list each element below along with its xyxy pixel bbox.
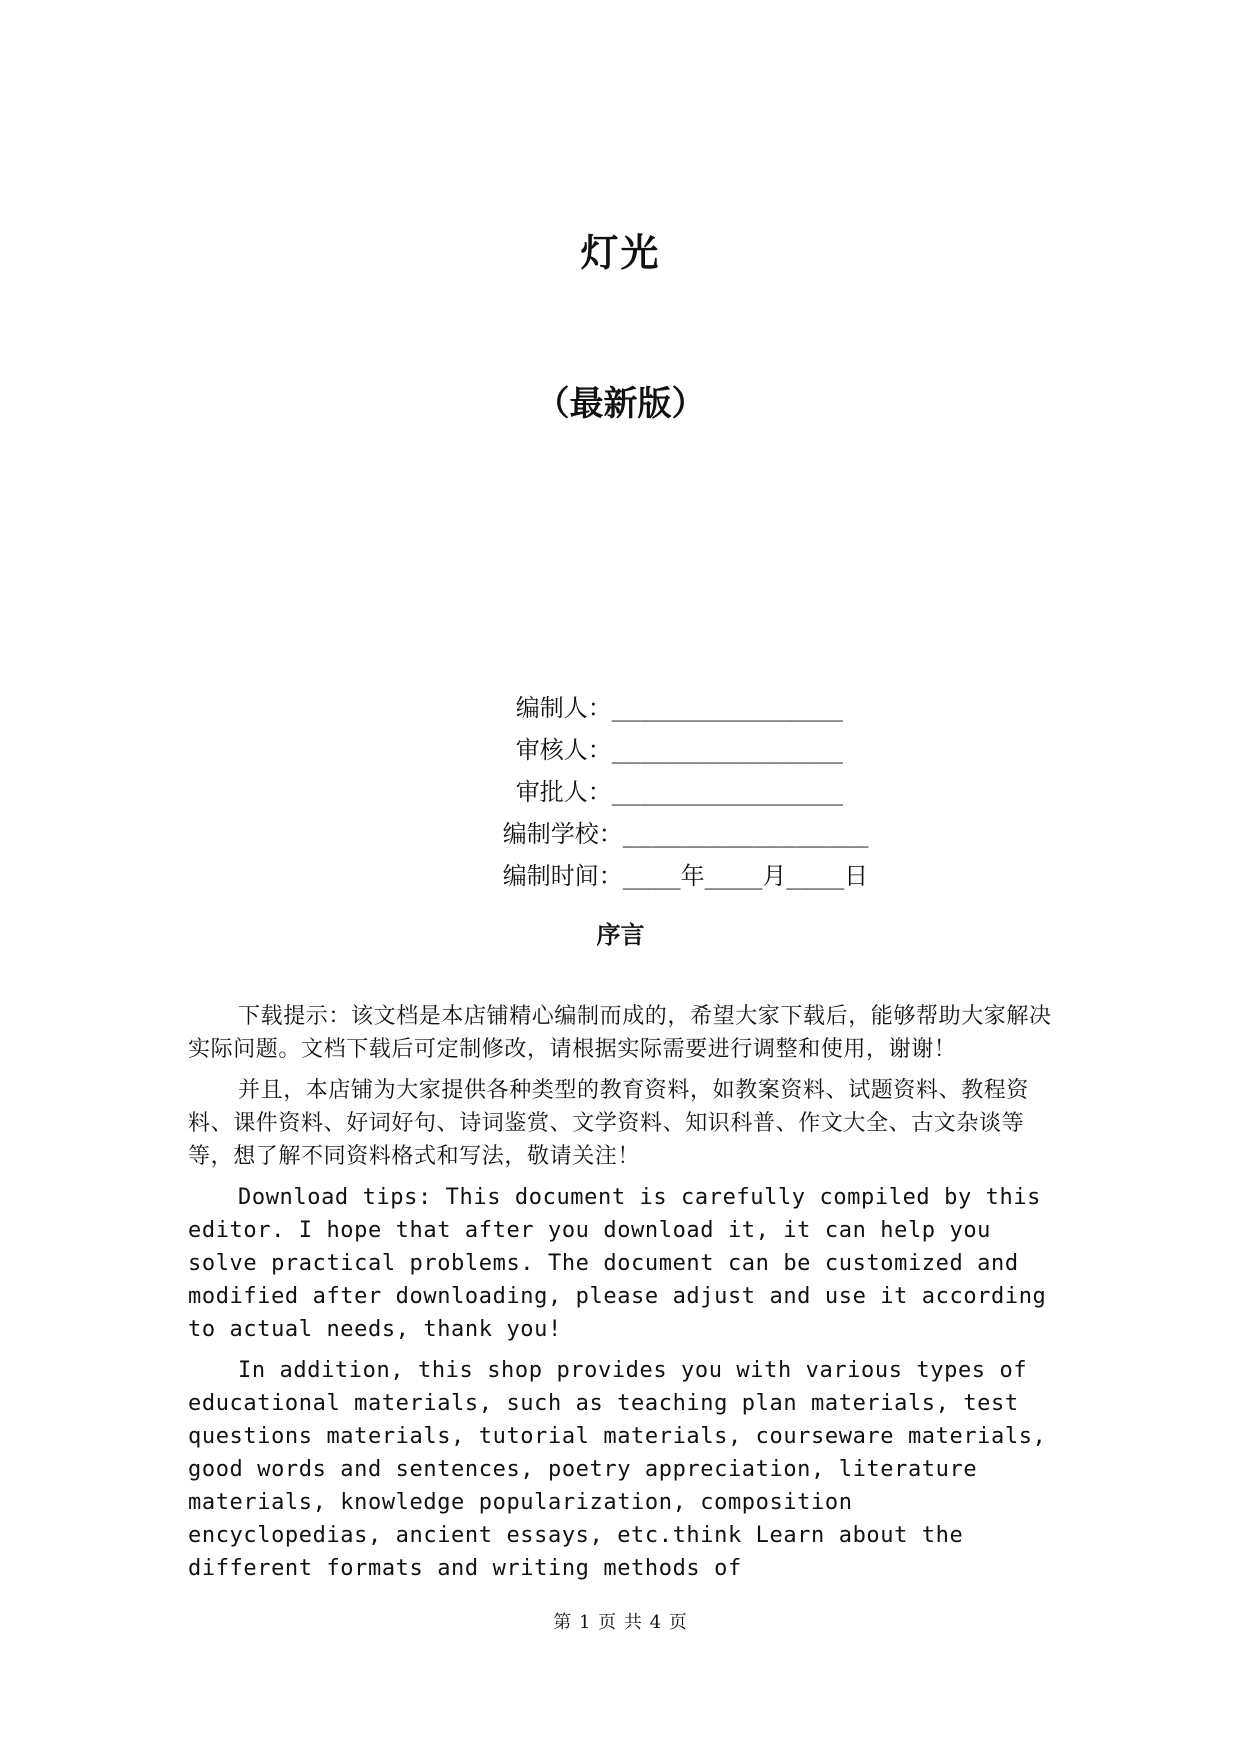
time-blank: ____年____月____日	[622, 862, 869, 890]
preface-title: 序言	[596, 920, 645, 949]
editor-label: 编制人：	[515, 694, 612, 722]
approver-label: 审批人：	[515, 778, 612, 806]
reviewer-blank: ________________	[611, 736, 843, 764]
document-subtitle: （最新版）	[535, 384, 706, 424]
preface-paragraph: Download tips: This document is carefully compiled by this editor. I hope that after you download it, it can help you solve practical problems. The document can be customized and modified after downloading, please adjust and use it according to actual needs, thank you!	[188, 1185, 1047, 1342]
reviewer-label: 审核人：	[515, 736, 612, 764]
preface-paragraph: In addition, this shop provides you with various types of educational materials, such as teaching plan materials, test questions materials, tutorial materials, courseware materials, good words and sentences, poetry appreciation, literature materials, knowledge popularization, composition encyclopedias, ancient essays, etc.think Learn about the different formats and writing methods of	[188, 1358, 1047, 1581]
approver-blank: ________________	[611, 778, 843, 806]
editor-blank: ________________	[611, 694, 843, 722]
page-number-indicator: 第 1 页 共 4 页	[553, 1612, 688, 1633]
time-label: 编制时间：	[502, 862, 623, 890]
document-title: 灯光	[580, 230, 661, 275]
school-label: 编制学校：	[502, 820, 623, 848]
school-blank: _________________	[622, 820, 869, 848]
preface-body	[188, 1000, 1058, 1593]
preface-paragraph: 下载提示：该文档是本店铺精心编制而成的，希望大家下载后，能够帮助大家解决实际问题。文档下载后可定制修改，请根据实际需要进行调整和使用，谢谢！	[188, 1004, 1052, 1062]
preface-paragraph: 并且，本店铺为大家提供各种类型的教育资料，如教案资料、试题资料、教程资料、课件资料、好词好句、诗词鉴赏、文学资料、知识科普、作文大全、古文杂谈等等，想了解不同资料格式和写法，敬请关注！	[188, 1078, 1030, 1169]
time-row	[445, 828, 868, 919]
